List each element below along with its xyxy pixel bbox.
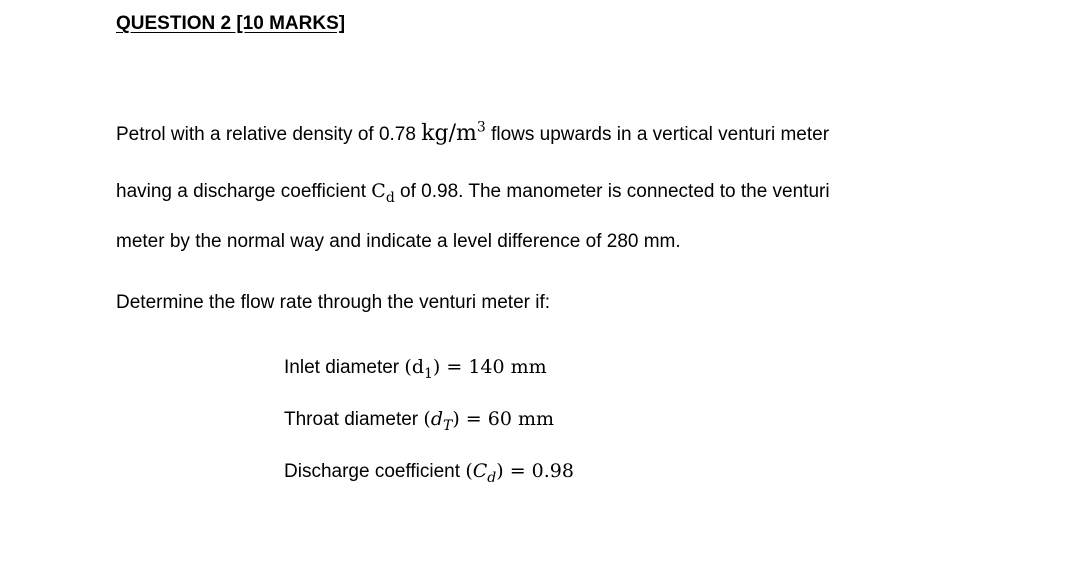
open-paren: ( [423,408,431,430]
cd-symbol-base: C [371,180,386,202]
given-subscript: T [443,417,453,434]
close-paren: ) [452,408,460,430]
cd-symbol-subscript: d [385,189,395,206]
equals-sign: = [440,356,469,378]
given-inlet-diameter [284,355,547,380]
density-unit-exponent: 3 [476,119,486,136]
given-label: Throat diameter [284,409,424,430]
line1-text-pre: Petrol with a relative density of 0.78 [116,124,422,145]
question-heading: QUESTION 2 [10 MARKS] [116,13,346,34]
paragraph-line-3: meter by the normal way and indicate a level difference of 280 mm. [116,231,681,252]
given-subscript: d [487,469,497,486]
line2-text-pre: having a discharge coefficient [116,181,372,202]
discharge-coefficient-symbol [371,180,395,206]
density-unit-base: kg/m [421,121,477,146]
given-symbol: d [411,356,424,378]
given-label: Discharge coefficient [284,461,466,482]
given-math [465,460,574,486]
line1-text-post: flows upwards in a vertical venturi meter [485,124,830,145]
paragraph-line-2 [116,179,830,204]
given-math [404,356,547,382]
equals-sign: = [459,408,488,430]
given-discharge-coefficient [284,459,574,484]
given-subscript: 1 [424,365,433,382]
given-value: 0.98 [531,460,574,482]
question-prompt: Determine the flow rate through the venturi meter if: [116,292,551,313]
given-symbol: C [472,460,488,482]
close-paren: ) [432,356,441,378]
equals-sign: = [503,460,532,482]
open-paren: ( [465,460,473,482]
density-unit [421,121,486,146]
open-paren: ( [404,356,412,378]
given-throat-diameter [284,407,554,432]
given-value: 60 mm [487,408,555,430]
line2-text-post: of 0.98. The manometer is connected to the venturi [394,181,830,202]
given-label: Inlet diameter [284,357,405,378]
given-value: 140 mm [468,356,547,378]
given-math [423,408,555,434]
paragraph-line-1 [116,119,830,147]
close-paren: ) [496,460,504,482]
given-symbol: d [430,408,443,430]
